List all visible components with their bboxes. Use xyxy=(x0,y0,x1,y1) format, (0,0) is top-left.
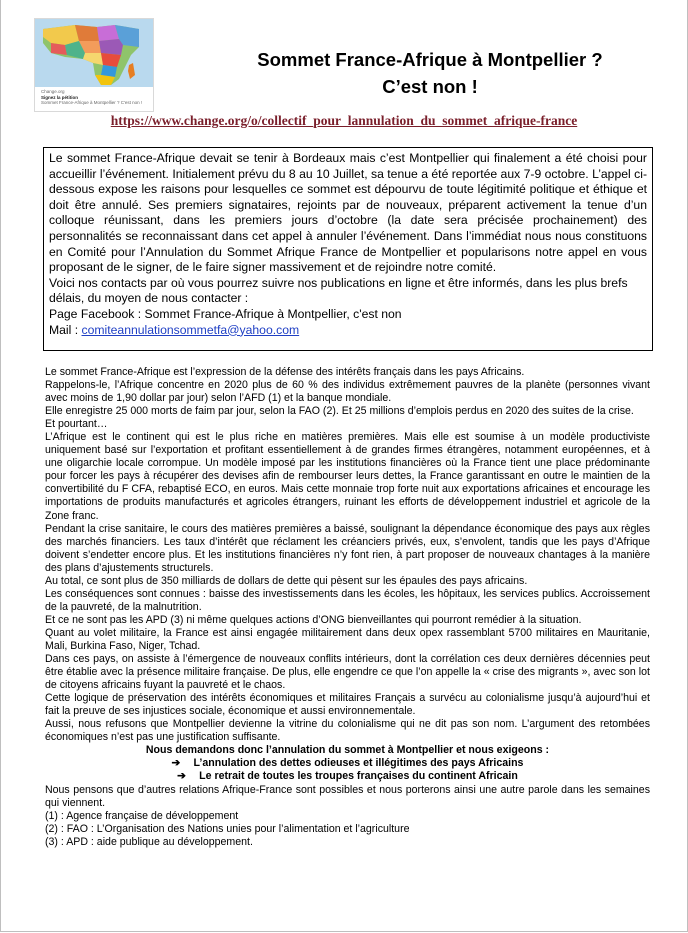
intro-box xyxy=(43,147,653,351)
paragraph-8: Les conséquences sont connues : baisse des investissements dans les écoles, les hôpitaux, les services publics. Accroissement de la pauvreté, de la malnutrition. xyxy=(45,587,650,613)
closing-paragraph: Nous pensons que d’autres relations Afrique-France sont possibles et nous porterons ainsi une autre parole dans les semaines qui viennent. xyxy=(45,783,650,809)
paragraph-5: L’Afrique est le continent qui est le plus riche en matières premières. Mais elle est soumise à un modèle productiviste uniquement basé sur l’exportation et profitant essentiellement à de grandes firmes étrangères, notamment européennes, et à une oligarchie locale corrompue. Un modèle imposé par les institutions financières où la France tient une place prédominante pour forcer les pays à récupérer des devises afin de rembourser leurs dettes, la France garantissant en outre le maintien de la convertibilité du F CFA, rebaptisé ECO, en euros. Mais cette monnaie trop forte nuit aux exportations africaines et encourage les importations de produits manufacturés et agricoles étrangers, ruinant les efforts de développement industriel et agricole de la Zone franc. xyxy=(45,431,650,522)
arrow-right-icon: ➔ xyxy=(177,770,187,783)
paragraph-10: Quant au volet militaire, la France est ainsi engagée militairement dans deux opex rassemblant 5700 militaires en Mauritanie, Mali, Burkina Faso, Niger, Tchad. xyxy=(45,626,650,652)
contacts-paragraph: Voici nos contacts par où vous pourrez suivre nos publications en ligne et être informés, dans les plus brefs délais, du moyen de nous contacter : xyxy=(49,275,628,306)
paragraph-6: Pendant la crise sanitaire, le cours des matières premières a baissé, soulignant la dépendance économique des pays aux règles des marchés financiers. Les taux d’intérêt que réclament les créanciers privés, eux, s’envolent, tandis que les pays d’Afrique doivent s’endetter encore plus. Et les institutions financières n’y font rien, à part proposer de nouveaux chantages à la manière des plans d’ajustements structurels. xyxy=(45,522,650,574)
paragraph-13: Aussi, nous refusons que Montpellier devienne la vitrine du colonialisme qui ne dit pas son nom. L’argument des retombées économiques n’est pas une justification suffisante. xyxy=(45,718,650,744)
note-1: (1) : Agence française de développement xyxy=(45,809,239,822)
demand-text-1: L’annulation des dettes odieuses et illégitimes des pays Africains xyxy=(193,757,524,770)
mail-link[interactable]: comiteannulationsommetfa@yahoo.com xyxy=(81,322,300,337)
paragraph-2: Rappelons-le, l’Afrique concentre en 2020 plus de 60 % des individus extrêmement pauvres de la planète (personnes vivant avec moins de 1,90 dollar par jour) selon l’AFD (1) et la banque mondiale. xyxy=(45,379,650,405)
paragraph-11: Dans ces pays, on assiste à l’émergence de nouveaux conflits intérieurs, dont la corrélation ces deux dernières décennies peut être établie avec la présence militaire française. De plus, elle engendre ce que l’on appelle la « crise des migrants », avec son lot de citoyens africains fuyant la pauvreté et le chaos. xyxy=(45,653,650,692)
paragraph-1: Le sommet France-Afrique est l’expression de la défense des intérêts français dans les pays Africains. xyxy=(45,366,525,378)
thumbnail-title: Sommet France-Afrique à Montpellier ? C'est non ! xyxy=(41,100,143,105)
arrow-right-icon: ➔ xyxy=(171,757,181,770)
petition-link[interactable]: https://www.change.org/o/collectif_pour_lannulation_du_sommet_afrique-france xyxy=(110,113,578,128)
title-line-1: Sommet France-Afrique à Montpellier ? xyxy=(257,49,603,70)
demand-text-2: Le retrait de toutes les troupes françaises du continent Africain xyxy=(199,770,518,783)
demand-intro: Nous demandons donc l’annulation du sommet à Montpellier et nous exigeons : xyxy=(145,744,550,757)
demand-item-1 xyxy=(45,757,650,770)
mail-label: Mail : xyxy=(49,322,82,337)
page-title xyxy=(190,46,670,100)
paragraph-9: Et ce ne sont pas les APD (3) ni même quelques actions d’ONG bienveillantes qui pourront remédier à la situation. xyxy=(45,613,582,626)
paragraph-7: Au total, ce sont plus de 350 milliards de dollars de dette qui pèsent sur les épaules des pays africains. xyxy=(45,574,528,587)
petition-thumbnail[interactable] xyxy=(34,18,154,112)
intro-paragraph: Le sommet France-Afrique devait se tenir à Bordeaux mais c’est Montpellier qui finalement a été choisi pour accueillir l’événement. Initialement prévu du 8 au 10 Juillet, sa tenue a été reportée aux 7-9 octobre. L’appel ci-dessous expose les raisons pour lesquelles ce sommet est dépourvu de toute légitimité politique et éthique et doit être annulé. Ses premiers signataires, rejoints par de nouveaux, préparent activement la tenue d’un colloque réunissant, dans les premiers jours d’octobre (la date sera précisée prochainement) des personnalités se reconnaissant dans cet appel à annuler l’événement. Dans l’immédiat nous nous constituons en Comité pour l’Annulation du Sommet Afrique France de Montpellier et popularisons notre appel en vous proposant de le signer, de le faire signer massivement et de rejoindre notre comité. xyxy=(49,151,647,275)
paragraph-4: Et pourtant… xyxy=(45,418,108,431)
facebook-line: Page Facebook : Sommet France-Afrique à Montpellier, c'est non xyxy=(49,306,402,321)
article-body xyxy=(45,366,650,849)
demand-item-2 xyxy=(45,770,650,783)
mail-line xyxy=(49,323,647,339)
thumbnail-action: Signez la pétition xyxy=(41,94,79,100)
paragraph-3: Elle enregistre 25 000 morts de faim par jour, selon la FAO (2). Et 25 millions d’emplois perdus en 2020 des suites de la crise. xyxy=(45,405,634,418)
note-2: (2) : FAO : L’Organisation des Nations unies pour l’alimentation et l’agriculture xyxy=(45,822,410,835)
africa-map-icon xyxy=(35,19,153,87)
note-3: (3) : APD : aide publique au développement. xyxy=(45,835,253,848)
paragraph-12: Cette logique de préservation des intérêts économiques et militaires Français a survécu au colonialisme jusqu’à aujourd’hui et fait la preuve de ses injustices sociale, économique et aussi environnementale. xyxy=(45,692,650,718)
title-line-2: C’est non ! xyxy=(382,76,478,97)
thumbnail-site: Change.org xyxy=(41,89,65,94)
